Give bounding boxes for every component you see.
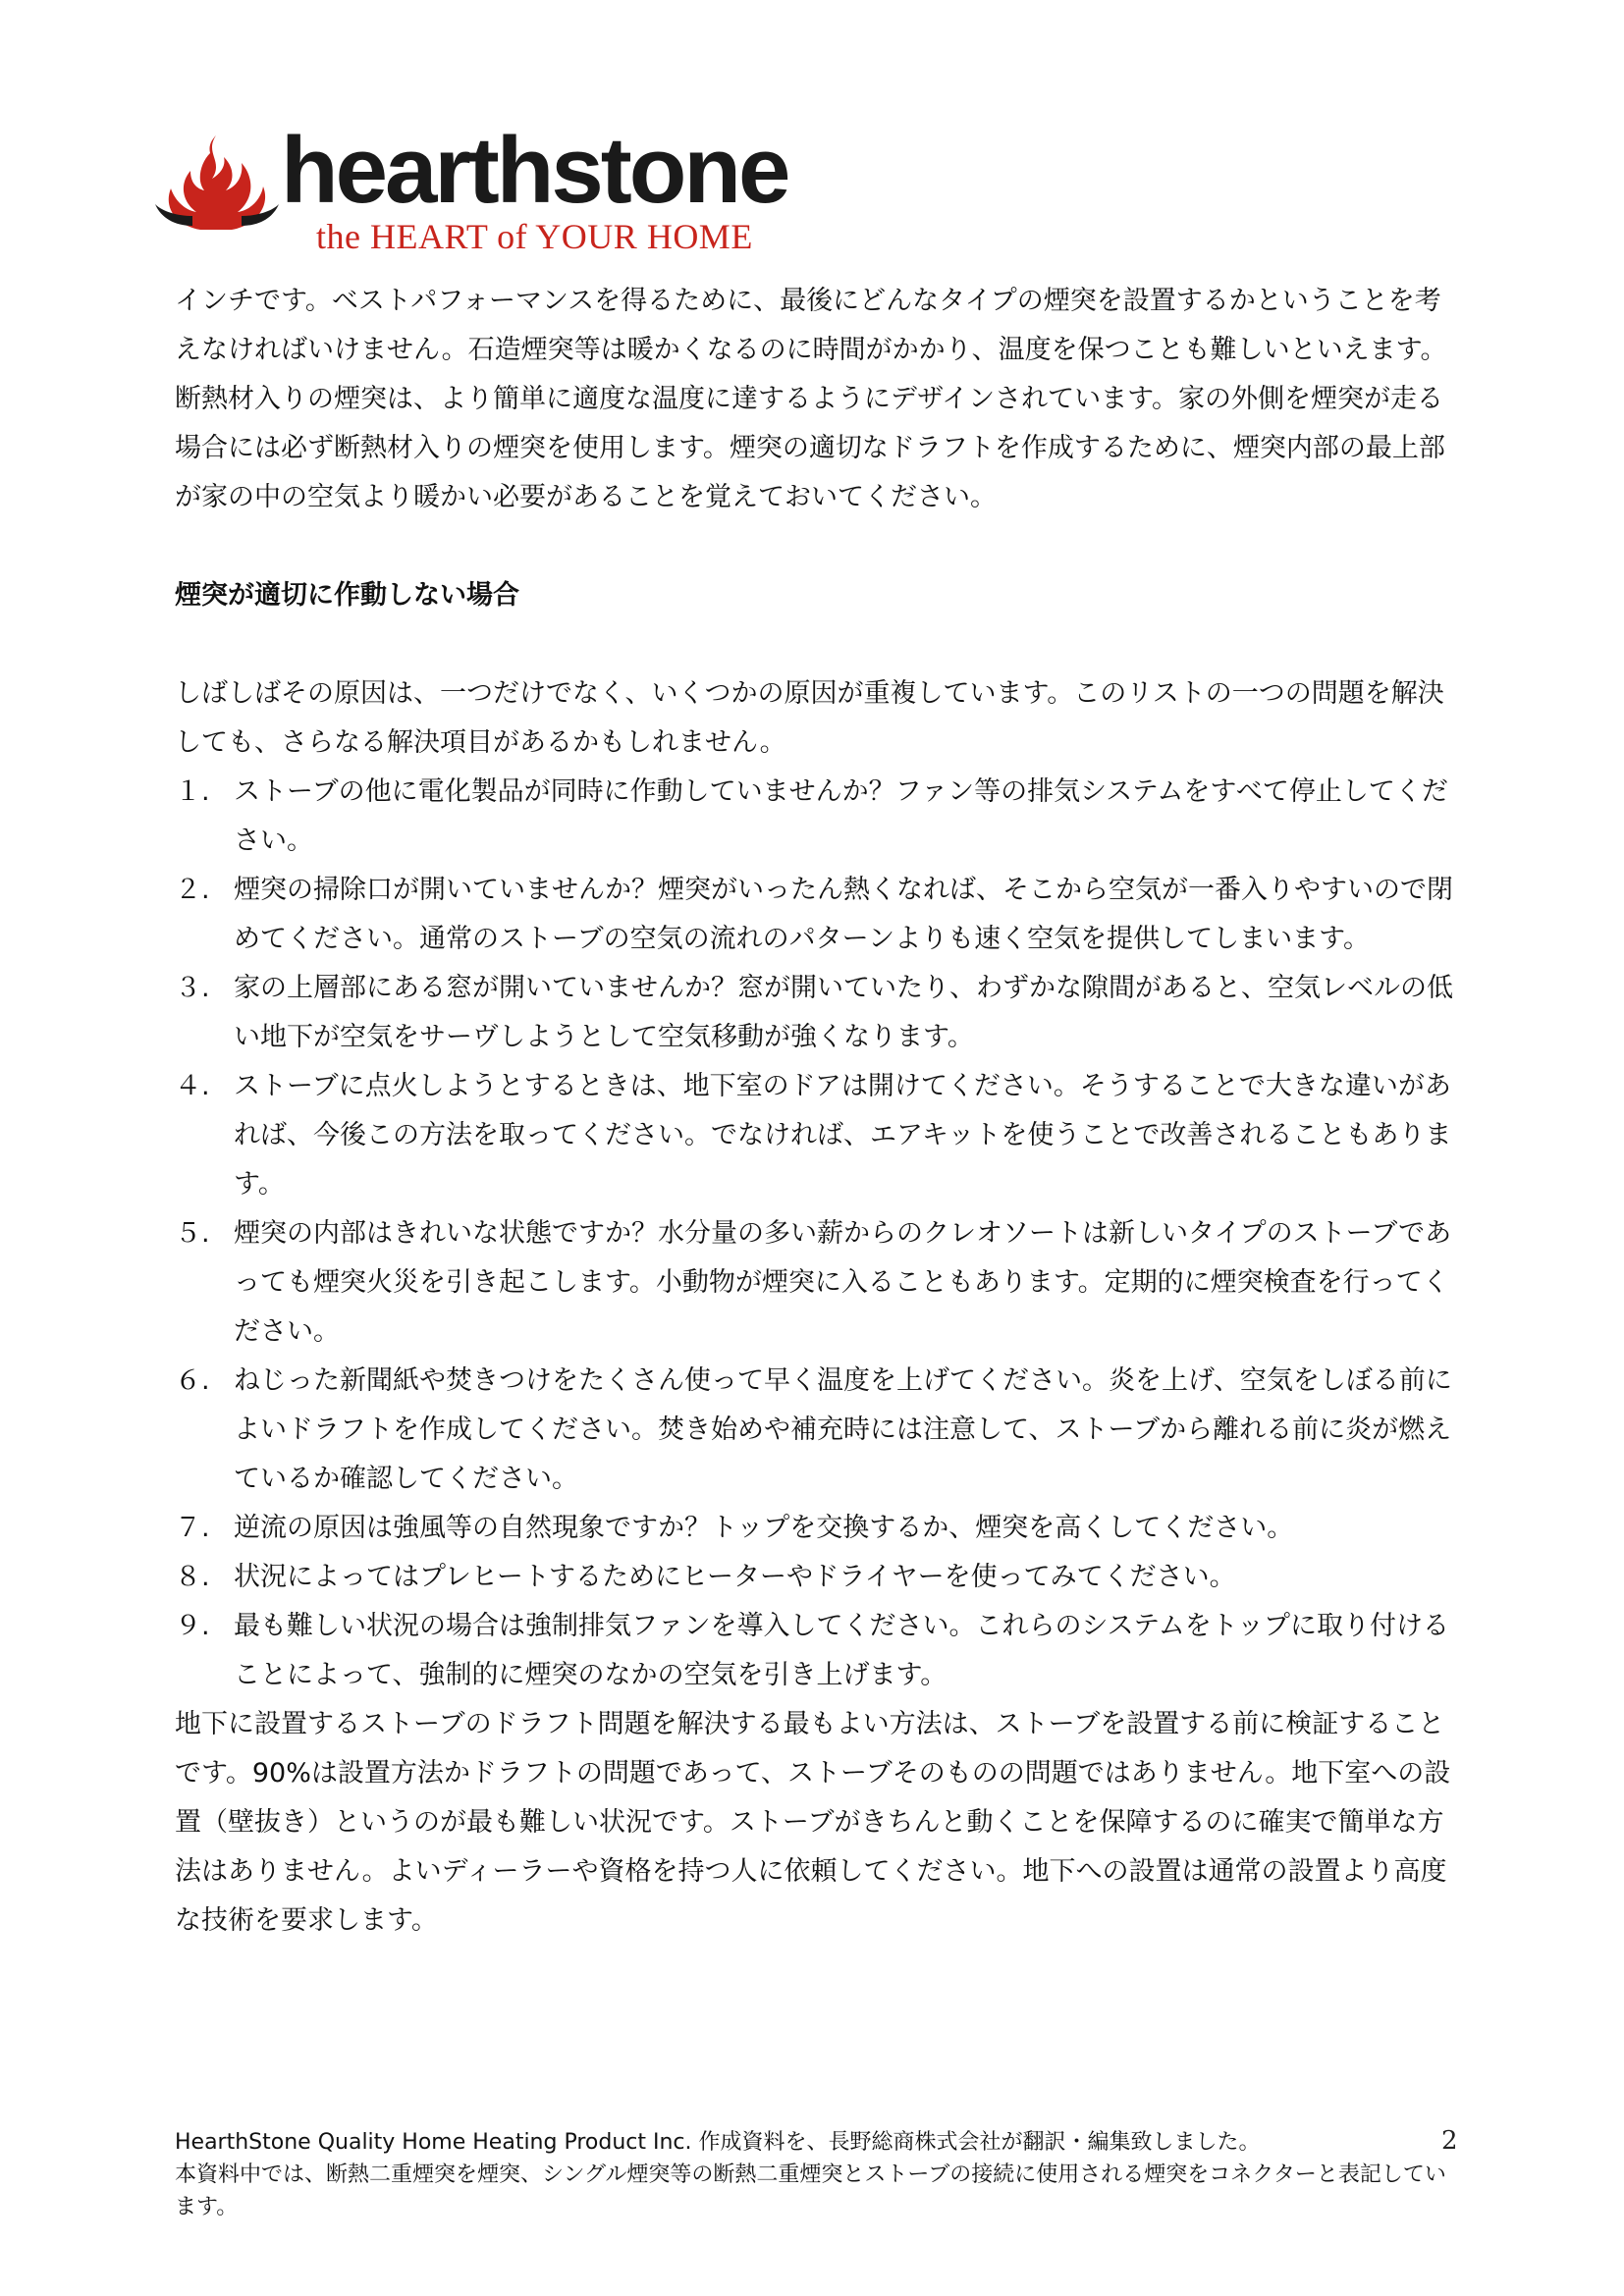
list-item-text: 逆流の原因は強風等の自然現象ですか？トップを交換するか、煙突を高くしてください。 (234, 1513, 1294, 1543)
section-intro: しばしばその原因は、一つだけでなく、いくつかの原因が重複しています。このリストの一つの問題を解決しても、さらなる解決項目があるかもしれません。 (175, 678, 1444, 758)
list-item (175, 768, 1461, 866)
list-item-number: １. (175, 776, 210, 807)
list-item-number: ８. (175, 1562, 210, 1592)
troubleshooting-list (175, 768, 1461, 1700)
list-item-number: ７. (175, 1513, 210, 1543)
flame-icon (153, 128, 281, 236)
list-item (175, 1062, 1461, 1209)
list-item (175, 964, 1461, 1062)
hearthstone-logo (98, 118, 864, 265)
list-item-number: ４. (175, 1071, 210, 1101)
list-item-text: ねじった新聞紙や焚きつけをたくさん使って早く温度を上げてください。炎を上げ、空気をしぼる前によいドラフトを作成してください。焚き始めや補充時には注意して、ストーブから離れる前に炎が燃えているか確認してください。 (234, 1365, 1452, 1494)
list-item-number: ９. (175, 1611, 210, 1641)
list-item (175, 1209, 1461, 1357)
page-footer (175, 2126, 1451, 2223)
list-item-number: ２. (175, 875, 210, 905)
footer-note: 本資料中では、断熱二重煙突を煙突、シングル煙突等の断熱二重煙突とストーブの接続に使用される煙突をコネクターと表記しています。 (175, 2163, 1446, 2219)
list-item-text: 状況によってはプレヒートするためにヒーターやドライヤーを使ってみてください。 (234, 1562, 1236, 1592)
list-item (175, 1602, 1461, 1700)
list-item-number: ６. (175, 1365, 210, 1396)
list-item-text: 家の上層部にある窓が開いていませんか？窓が開いていたり、わずかな隙間があると、空気レベルの低い地下が空気をサーヴしようとして空気移動が強くなります。 (234, 973, 1453, 1052)
list-item-number: ５. (175, 1218, 210, 1249)
list-item-text: 最も難しい状況の場合は強制排気ファンを導入してください。これらのシステムをトップに取り付けることによって、強制的に煙突のなかの空気を引き上げます。 (234, 1611, 1449, 1690)
page-number: 2 (1441, 2126, 1458, 2156)
footer-credit: HearthStone Quality Home Heating Product Inc. 作成資料を、長野総商株式会社が翻訳・編集致しました。 (175, 2130, 1261, 2155)
closing-paragraph: 地下に設置するストーブのドラフト問題を解決する最もよい方法は、ストーブを設置する前に検証することです。90%は設置方法かドラフトの問題であって、ストーブそのものの問題ではありません。地下室への設置（壁抜き）というのが最も難しい状況です。ストーブがきちんと動くことを保障するのに確実で簡単な方法はありません。よいディーラーや資格を持つ人に依頼してください。地下への設置は通常の設置より高度な技術を要求します。 (175, 1709, 1451, 1936)
list-item (175, 1357, 1461, 1504)
list-item (175, 1553, 1461, 1602)
section-heading: 煙突が適切に作動しない場合 (175, 580, 519, 611)
list-item-text: 煙突の掃除口が開いていませんか？煙突がいったん熱くなれば、そこから空気が一番入りやすいので閉めてください。通常のストーブの空気の流れのパターンよりも速く空気を提供してしまいます。 (234, 875, 1453, 954)
list-item (175, 1504, 1461, 1553)
document-body (175, 277, 1461, 1946)
logo-wordmark: hearthstone (281, 118, 788, 223)
list-item-text: ストーブの他に電化製品が同時に作動していませんか？ファン等の排気システムをすべて停止してください。 (234, 776, 1448, 856)
list-item-number: ３. (175, 973, 210, 1003)
logo-tagline: the HEART of YOUR HOME (316, 217, 753, 256)
list-item (175, 866, 1461, 964)
list-item-text: ストーブに点火しようとするときは、地下室のドアは開けてください。そうすることで大きな違いがあれば、今後この方法を取ってください。でなければ、エアキットを使うことで改善されることもあります。 (234, 1071, 1452, 1200)
list-item-text: 煙突の内部はきれいな状態ですか？水分量の多い薪からのクレオソートは新しいタイプのストーブであっても煙突火災を引き起こします。小動物が煙突に入ることもあります。定期的に煙突検査を行ってください。 (234, 1218, 1452, 1347)
intro-paragraph: インチです。ベストパフォーマンスを得るために、最後にどんなタイプの煙突を設置するかということを考えなければいけません。石造煙突等は暖かくなるのに時間がかかり、温度を保つことも難しいといえます。断熱材入りの煙突は、より簡単に適度な温度に達するようにデザインされています。家の外側を煙突が走る場合には必ず断熱材入りの煙突を使用します。煙突の適切なドラフトを作成するために、煙突内部の最上部が家の中の空気より暖かい必要があることを覚えておいてください。 (175, 286, 1447, 512)
